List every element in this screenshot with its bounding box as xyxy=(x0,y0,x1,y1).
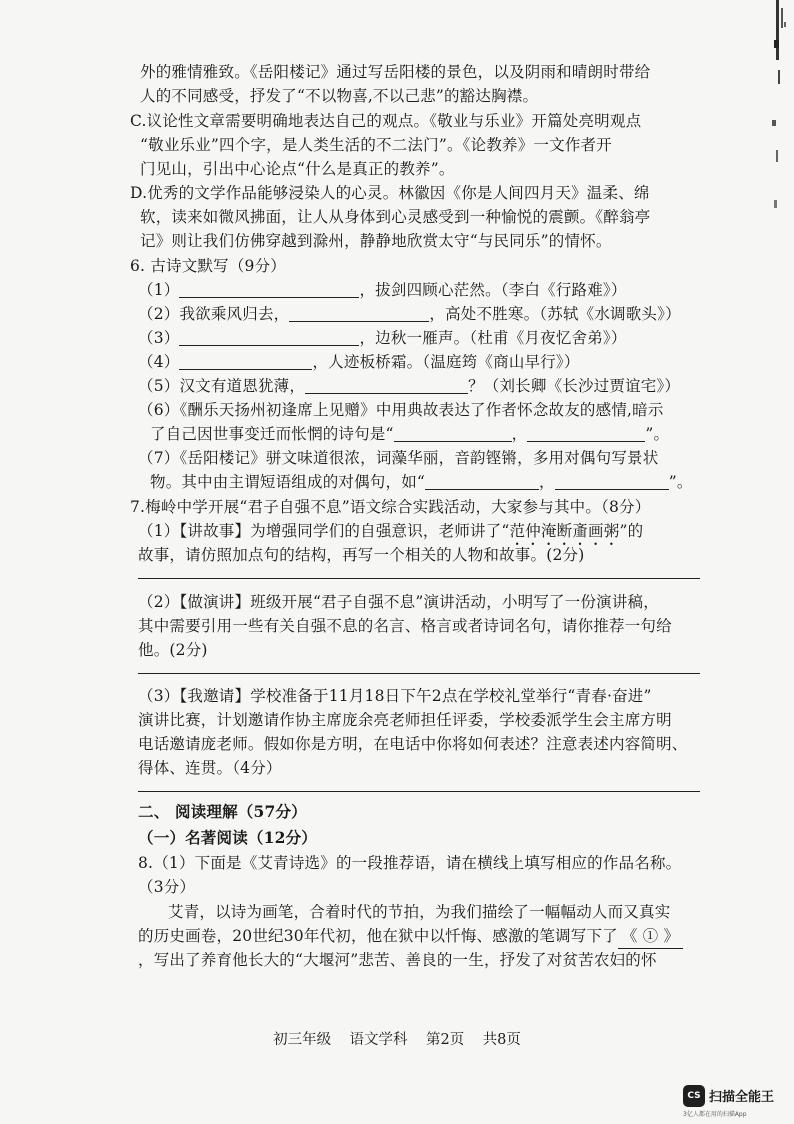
option-b-continued-line-2: 人的不同感受，抒发了“不以物喜,不以己悲”的豁达胸襟。 xyxy=(140,87,539,105)
option-c-line-1: C.议论性文章需要明确地表达自己的观点。《敬业与乐业》开篇处亮明观点 xyxy=(130,112,642,130)
option-c-line-2: “敬业乐业”四个字，是人类生活的不二法门”。《论教养》一文作者开 xyxy=(140,136,612,154)
question-6-6-line-2 xyxy=(150,422,669,446)
question-7-title: 7.梅岭中学开展“君子自强不息”语文综合实践活动，大家参与其中。（8分） xyxy=(130,498,651,516)
item-number: （4） xyxy=(138,353,180,371)
item-text: 物。其中由主谓短语组成的对偶句，如“ xyxy=(150,473,426,491)
dotted-phrase: 范仲淹断齑画粥 xyxy=(509,522,620,540)
item-text: ，拔剑四顾心茫然。（李白《行路难》） xyxy=(359,281,627,299)
item-number: （3） xyxy=(138,329,180,347)
page-footer: 初三年级 语文学科 第2页 共8页 xyxy=(273,1032,521,1048)
question-7-2-line-2: 其中需要引用一些有关自强不息的名言、格言或者诗词名句，请你推荐一句给 xyxy=(138,617,672,635)
item-text: 的历史画卷，20世纪30年代初，他在狱中以忏悔、感激的笔调写下了 xyxy=(138,927,618,945)
answer-blank[interactable] xyxy=(179,353,312,370)
answer-line[interactable] xyxy=(138,578,700,579)
question-8-passage-line-1: 艾青，以诗为画笔，合着时代的节拍，为我们描绘了一幅幅动人而又真实 xyxy=(168,903,671,921)
question-7-3-line-2: 演讲比赛，计划邀请作协主席庞余亮老师担任评委，学校委派学生会主席方明 xyxy=(138,711,672,729)
item-text: ， xyxy=(511,425,528,443)
question-7-2-line-3: 他。(2分) xyxy=(138,641,208,659)
item-text: ，高处不胜寒。（苏轼《水调歌头》） xyxy=(429,305,681,323)
answer-blank[interactable] xyxy=(305,377,468,394)
question-8-line-2: （3分） xyxy=(138,878,196,896)
question-7-1-line-2: 故事，请仿照加点句的结构，再写一个相关的人物和故事。(2分) xyxy=(138,546,585,564)
scanner-app-name: 扫描全能王 xyxy=(709,1090,775,1105)
answer-line[interactable] xyxy=(138,791,700,792)
option-d-line-1: D.优秀的文学作品能够浸染人的心灵。林徽因《你是人间四月天》温柔、绵 xyxy=(130,184,650,202)
answer-blank[interactable] xyxy=(425,473,539,490)
question-8-line-1: 8.（1）下面是《艾青诗选》的一段推荐语，请在横线上填写相应的作品名称。 xyxy=(138,854,682,872)
item-number: （1） xyxy=(138,281,180,299)
question-6-6-line-1: （6）《酬乐天扬州初逢席上见赠》中用典故表达了作者怀念故友的感情,暗示 xyxy=(138,401,664,419)
item-text: ，人迹板桥霜。（温庭筠《商山早行》） xyxy=(312,353,580,371)
answer-blank[interactable] xyxy=(289,305,429,322)
question-7-3-line-3: 电话邀请庞老师。假如你是方明，在电话中你将如何表述？注意表述内容简明、 xyxy=(138,735,688,753)
question-6-7-line-1: （7）《岳阳楼记》骈文味道很浓，词藻华丽，音韵铿锵，多用对偶句写景状 xyxy=(138,449,659,467)
item-text: （1）【讲故事】为增强同学们的自强意识，老师讲了“ xyxy=(138,522,510,540)
question-6-3 xyxy=(138,326,627,350)
answer-blank[interactable] xyxy=(394,425,512,442)
option-d-line-2: 软，读来如微风拂面，让人从身体到心灵感受到一种愉悦的震颤。《醉翁亭 xyxy=(140,208,651,226)
question-6-1 xyxy=(138,278,627,302)
answer-blank[interactable] xyxy=(179,329,359,346)
item-text: ， xyxy=(539,473,555,491)
section-2-heading: 二、 阅读理解（57分） xyxy=(138,802,307,821)
item-text: （2）我欲乘风归去， xyxy=(138,305,290,323)
answer-blank[interactable] xyxy=(555,473,669,490)
scanner-tagline: 3亿人都在用的扫描App xyxy=(683,1111,747,1118)
question-8-passage-line-2 xyxy=(138,924,683,949)
item-text: ，边秋一雁声。（杜甫《月夜忆舍弟》） xyxy=(359,329,627,347)
subsection-heading: （一）名著阅读（12分） xyxy=(138,828,317,847)
option-c-line-3: 门见山，引出中心论点“什么是真正的教养”。 xyxy=(140,160,455,178)
question-7-2-line-1: （2）【做演讲】班级开展“君子自强不息”演讲活动，小明写了一份演讲稿， xyxy=(138,593,659,611)
answer-blank[interactable] xyxy=(527,425,645,442)
answer-blank-1[interactable]: 《 ① 》 xyxy=(618,924,683,949)
item-text: ”的 xyxy=(619,522,644,540)
answer-line[interactable] xyxy=(138,673,700,674)
question-8-passage-line-3: ，写出了养育他长大的“大堰河”悲苦、善良的一生，抒发了对贫苦农妇的怀 xyxy=(138,951,657,969)
question-6-2 xyxy=(138,302,681,326)
scanner-logo-icon: CS xyxy=(683,1085,705,1107)
question-6-7-line-2 xyxy=(150,470,693,494)
scan-edge-artifact xyxy=(754,0,794,270)
question-7-3-line-4: 得体、连贯。（4分） xyxy=(138,759,282,777)
item-text: （5）汉文有道恩犹薄， xyxy=(138,377,306,395)
item-text: ？（刘长卿《长沙过贾谊宅》） xyxy=(468,377,681,395)
answer-blank[interactable] xyxy=(179,281,359,298)
question-6-5 xyxy=(138,374,680,398)
question-6-4 xyxy=(138,350,580,374)
item-text: ”。 xyxy=(645,425,670,443)
question-6-title: 6. 古诗文默写（9分） xyxy=(130,257,286,275)
option-d-line-3: 记》则让我们仿佛穿越到滁州，静静地欣赏太守“与民同乐”的情怀。 xyxy=(140,232,612,250)
item-text: 了自己因世事变迁而怅惘的诗句是“ xyxy=(150,425,394,443)
item-text: ”。 xyxy=(668,473,693,491)
option-b-continued-line-1: 外的雅情雅致。《岳阳楼记》通过写岳阳楼的景色，以及阴雨和晴朗时带给 xyxy=(140,63,651,81)
question-7-3-line-1: （3）【我邀请】学校准备于11月18日下午2点在学校礼堂举行“青春·奋进” xyxy=(138,687,652,705)
scanner-watermark xyxy=(683,1083,787,1117)
